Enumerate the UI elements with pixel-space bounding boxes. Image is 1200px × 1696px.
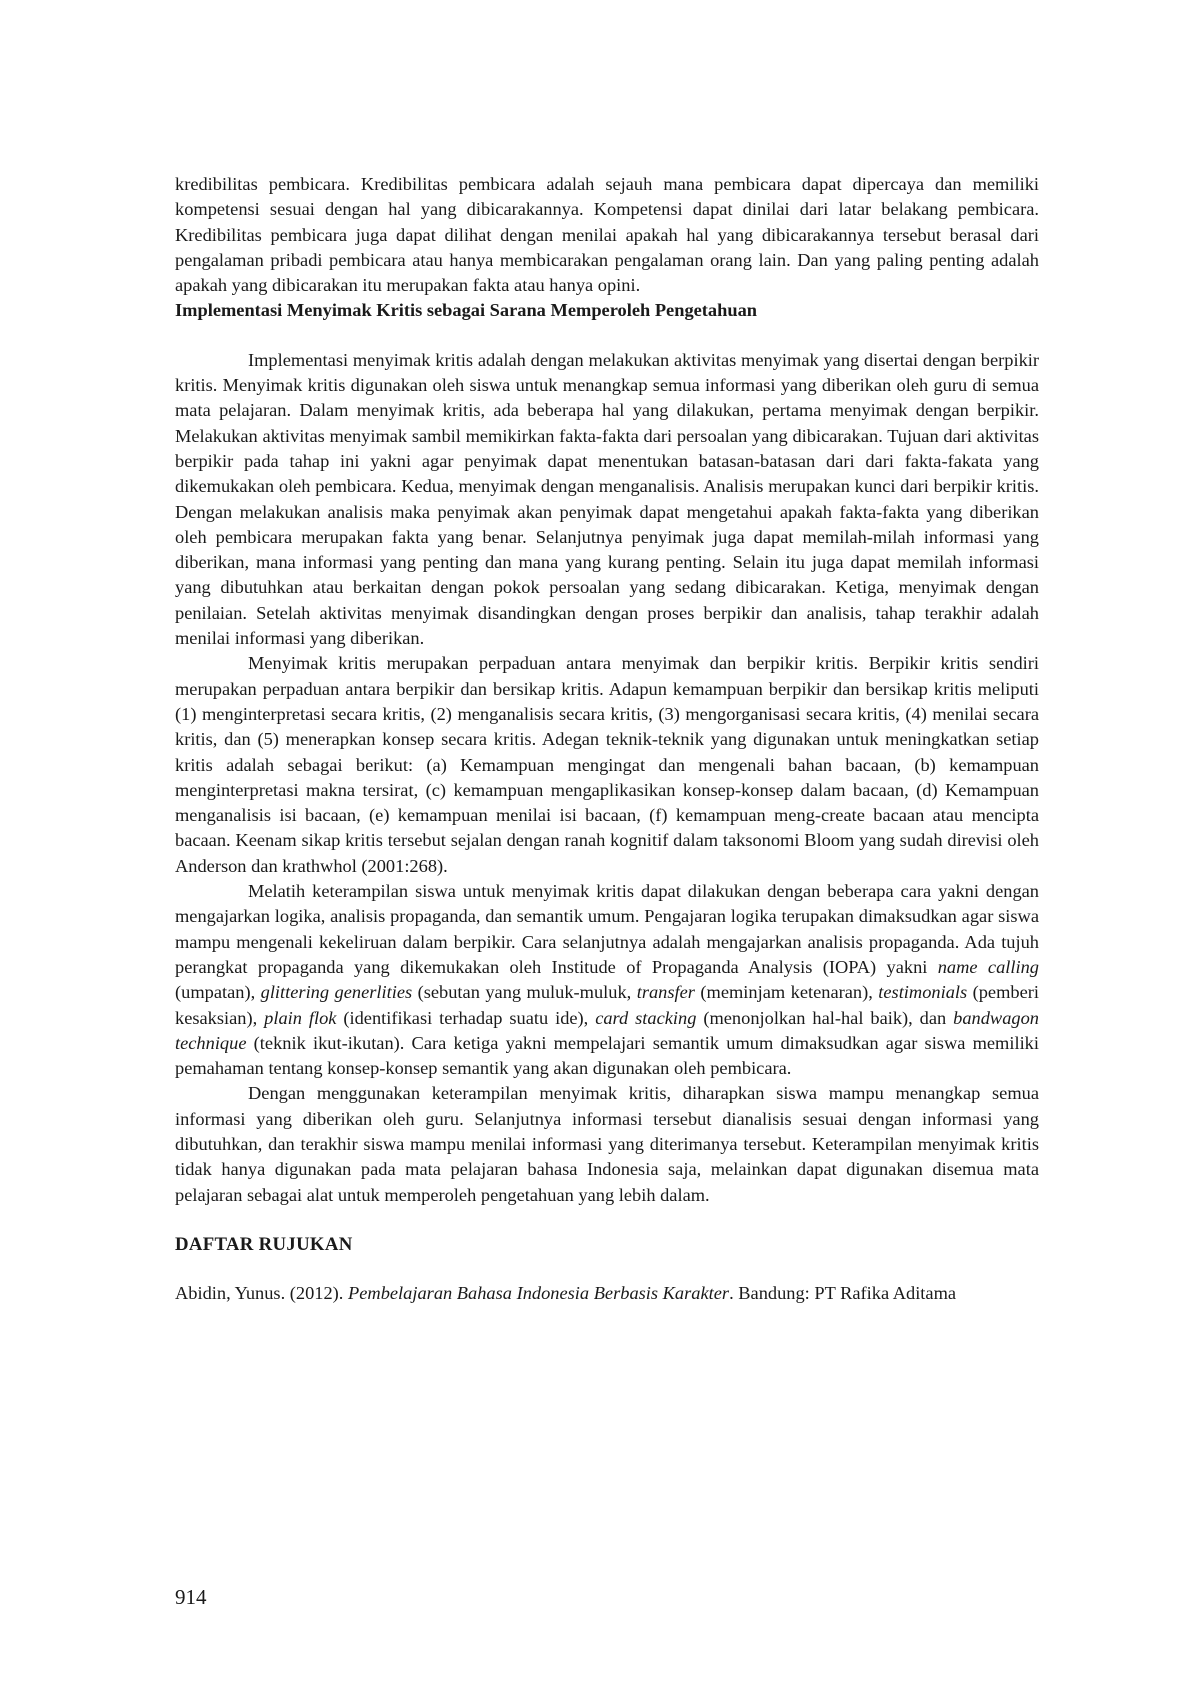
term-bandwagon: bandwagon technique (175, 1007, 1039, 1053)
text-segment: (teknik ikut-ikutan). Cara ketiga yakni mempelajari semantik umum dimaksudkan agar siswa memiliki pemahaman tentang konsep-konsep semantik yang akan digunakan oleh pembicara. (175, 1032, 1039, 1079)
reference-title: Pembelajaran Bahasa Indonesia Berbasis Karakter (348, 1283, 730, 1304)
text-segment: (identifikasi terhadap suatu ide), (336, 1007, 596, 1028)
text-segment: (pemberi kesaksian), (175, 982, 1039, 1028)
text-segment: (umpatan), (175, 982, 261, 1003)
paragraph-critical-listening: Menyimak kritis merupakan perpaduan antara menyimak dan berpikir kritis. Berpikir kritis sendiri merupakan perpaduan antara berpikir dan bersikap kritis. Adapun kemampuan berpikir dan bersikap kritis meliputi (1) menginterpretasi secara kritis, (2) menganalisis secara kritis, (3) mengorganisasi secara kritis, (4) menilai secara kritis, dan (5) menerapkan konsep secara kritis. Adegan teknik-teknik yang digunakan untuk meningkatkan setiap kritis adalah sebagai berikut: (a) Kemampuan mengingat dan mengenali bahan bacaan, (b) kemampuan menginterpretasi makna tersirat, (c) kemampuan mengaplikasikan konsep-konsep dalam bacaan, (d) Kemampuan menganalisis isi bacaan, (e) kemampuan menilai isi bacaan, (f) kemampuan meng-create bacaan atau mencipta bacaan. Keenam sikap kritis tersebut sejalan dengan ranah kognitif dalam taksonomi Bloom yang sudah direvisi oleh Anderson dan krathwhol (2001:268). (175, 653, 1039, 876)
term-name-calling: name calling (937, 956, 1039, 977)
page-number: 914 (175, 1585, 207, 1609)
term-plain-folk: plain flok (264, 1007, 337, 1028)
term-glittering-generalities: glittering generlities (260, 982, 413, 1003)
spacer (175, 324, 1039, 348)
text-segment: Melatih keterampilan siswa untuk menyimak kritis dapat dilakukan dengan beberapa cara yakni dengan mengajarkan logika, analisis propaganda, dan semantik umum. Pengajaran logika terupakan dimaksudkan agar siswa mampu mengenali kekeliruan dalam berpikir. Cara selanjutnya adalah mengajarkan analisis propaganda. Ada tujuh perangkat propaganda yang dikemukakan oleh Institude of Propaganda Analysis (IOPA) yakni (175, 881, 1039, 977)
references-heading: DAFTAR RUJUKAN (175, 1233, 353, 1255)
text-segment: (menonjolkan hal-hal baik), dan (696, 1007, 954, 1028)
section-heading: Implementasi Menyimak Kritis sebagai Sarana Memperoleh Pengetahuan (175, 300, 758, 321)
spacer (175, 1257, 1039, 1281)
term-transfer: transfer (636, 982, 695, 1003)
paragraph-propaganda (175, 879, 1039, 1081)
spacer (175, 1208, 1039, 1232)
body-text (175, 172, 1039, 1306)
text-segment: (meminjam ketenaran), (694, 982, 879, 1003)
reference-author: Abidin, Yunus. (2012). (175, 1283, 349, 1304)
reference-publisher: . Bandung: PT Rafika Aditama (729, 1283, 957, 1304)
paragraph-implementation: Implementasi menyimak kritis adalah dengan melakukan aktivitas menyimak yang disertai dengan berpikir kritis. Menyimak kritis digunakan oleh siswa untuk menangkap semua informasi yang diberikan oleh guru di semua mata pelajaran. Dalam menyimak kritis, ada beberapa hal yang dilakukan, pertama menyimak dengan berpikir. Melakukan aktivitas menyimak sambil memikirkan fakta-fakta dari persoalan yang dibicarakan. Tujuan dari aktivitas berpikir pada tahap ini yakni agar penyimak dapat menentukan batasan-batasan dari dari fakta-fakata yang dikemukakan oleh pembicara. Kedua, menyimak dengan menganalisis. Analisis merupakan kunci dari berpikir kritis. Dengan melakukan analisis maka penyimak akan penyimak dapat mengetahui apakah fakta-fakta yang diberikan oleh pembicara merupakan fakta yang benar. Selanjutnya penyimak juga dapat memilah-milah informasi yang diberikan, mana informasi yang penting dan mana yang kurang penting. Selain itu juga dapat memilah informasi yang dibutuhkan atau berkaitan dengan pokok persoalan yang sedang dibicarakan. Ketiga, menyimak dengan penilaian. Setelah aktivitas menyimak disandingkan dengan proses berpikir dan analisis, tahap terakhir adalah menilai informasi yang diberikan. (175, 349, 1039, 649)
term-testimonials: testimonials (878, 982, 968, 1003)
reference-entry (175, 1281, 1039, 1306)
paragraph-conclusion: Dengan menggunakan keterampilan menyimak kritis, diharapkan siswa mampu menangkap semua informasi yang diberikan oleh guru. Selanjutnya informasi tersebut dianalisis sesuai dengan informasi yang dibutuhkan, dan terakhir siswa mampu menilai informasi yang diterimanya tersebut. Keterampilan menyimak kritis tidak hanya digunakan pada mata pelajaran bahasa Indonesia saja, melainkan dapat digunakan disemua mata pelajaran sebagai alat untuk memperoleh pengetahuan yang lebih dalam. (175, 1083, 1039, 1205)
text-segment: (sebutan yang muluk-muluk, (412, 982, 637, 1003)
term-card-stacking: card stacking (595, 1007, 697, 1028)
paragraph-credibility: kredibilitas pembicara. Kredibilitas pembicara adalah sejauh mana pembicara dapat dipercaya dan memiliki kompetensi sesuai dengan hal yang dibicarakannya. Kompetensi dapat dinilai dari latar belakang pembicara. Kredibilitas pembicara juga dapat dilihat dengan menilai apakah hal yang dibicarakannya tersebut berasal dari pengalaman pribadi pembicara atau hanya membicarakan pengalaman orang lain. Dan yang paling penting adalah apakah yang dibicarakan itu merupakan fakta atau hanya opini. (175, 174, 1039, 296)
